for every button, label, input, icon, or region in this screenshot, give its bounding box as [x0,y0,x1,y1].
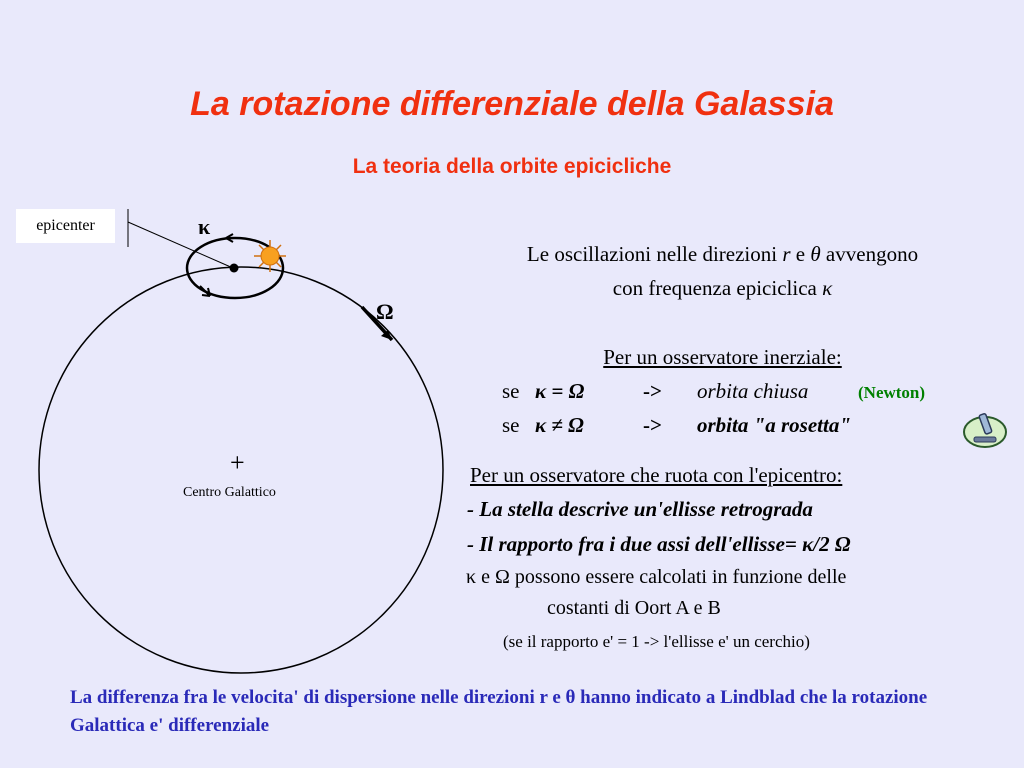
epicycle-arrow-top [226,234,236,242]
case2-result: orbita "a rosetta" [697,413,851,437]
epicycle-diagram [0,0,460,680]
osc-e: e [790,242,811,266]
osc2-kappa: κ [822,276,833,300]
inertial-heading: Per un osservatore inerziale: [603,345,842,369]
case-row-closed [502,379,520,404]
osc-text-b: avvengono [820,242,919,266]
epicenter-label: epicenter [36,217,95,234]
slide-title: La rotazione differenziale della Galassia [190,85,834,123]
kappa-label: κ [198,214,211,239]
epicenter-label-box [16,209,115,243]
microscope-clipart-icon [962,408,1008,450]
case-row-rosette [502,413,520,438]
slide-subtitle: La teoria della orbite epicicliche [352,155,672,178]
omega-label: Ω [376,299,394,324]
case1-se: se [502,379,520,403]
case1-condition: κ = Ω [535,379,585,403]
ratio-note: (se il rapporto e' = 1 -> l'ellisse e' un cerchio) [503,632,810,651]
case2-condition: κ ≠ Ω [535,413,584,437]
epicycle-arrow-bottom [200,286,210,296]
case1-arrow: -> [643,379,662,403]
bullet-retrograde: - La stella descrive un'ellisse retrograda [467,497,813,521]
newton-note: (Newton) [858,383,926,402]
rotating-heading: Per un osservatore che ruota con l'epicentro: [470,463,843,487]
calc-line-1: κ e Ω possono essere calcolati in funzione delle [466,566,847,588]
calc-line-2: costanti di Oort A e B [547,597,721,619]
case2-arrow: -> [643,413,662,437]
epicenter-dot [230,264,239,273]
bottom-note: La differenza fra le velocita' di dispersione nelle direzioni r e θ hanno indicato a Lindblad che la rotazione Galattica e' differenziale [70,687,928,736]
epicenter-callout-line [128,222,233,268]
bullet-axis-ratio: - Il rapporto fra i due assi dell'ellisse= κ/2 Ω [467,532,851,556]
osc2-text: con frequenza epiciclica [612,276,823,300]
case2-se: se [502,413,520,437]
galactic-center-marker: + [230,448,245,477]
galactic-center-label: Centro Galattico [183,485,276,500]
osc-r: r [782,242,791,266]
oscillation-line-2 [450,276,995,301]
osc-text-a: Le oscillazioni nelle direzioni [526,242,783,266]
osc-theta: θ [810,242,821,266]
oscillation-line-1 [450,242,995,267]
case1-result: orbita chiusa [697,379,809,403]
